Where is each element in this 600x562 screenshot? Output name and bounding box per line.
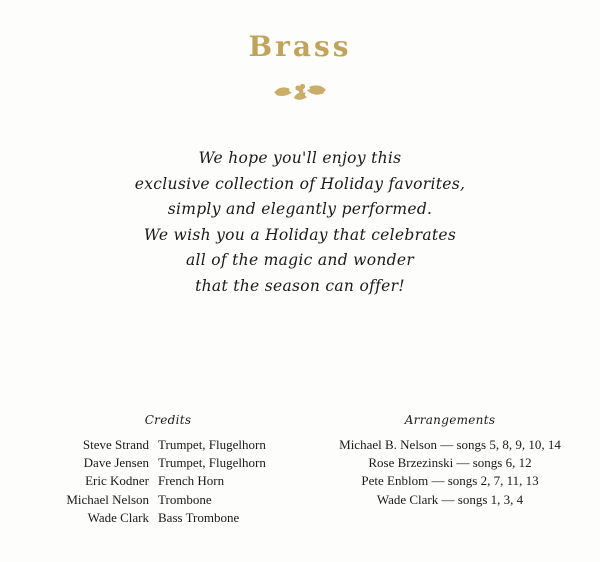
holiday-message (80, 146, 520, 299)
message-line: all of the magic and wonder (185, 251, 415, 269)
musician-instrument: Trumpet, Flugelhorn (158, 455, 266, 471)
arrangement-row: Pete Enblom — songs 2, 7, 11, 13 (361, 473, 539, 489)
credits-list (40, 436, 320, 527)
arrangement-row: Michael B. Nelson — songs 5, 8, 9, 10, 14 (339, 437, 561, 452)
musician-instrument: Trumpet, Flugelhorn (158, 437, 266, 452)
musician-name: Michael Nelson (66, 491, 149, 507)
musician-instrument: Bass Trombone (158, 509, 240, 525)
message-line: that the season can offer! (195, 276, 405, 295)
musician-name: Dave Jensen (83, 455, 149, 471)
credit-row (40, 436, 320, 454)
arrangements-heading: Arrangements (404, 413, 496, 427)
credits-heading: Credits (144, 413, 192, 427)
musician-instrument: Trombone (158, 491, 212, 507)
musician-instrument: French Horn (158, 473, 225, 489)
message-line: simply and elegantly performed. (167, 200, 433, 218)
page-title: Brass (248, 30, 352, 63)
message-line: exclusive collection of Holiday favorites, (134, 174, 466, 193)
musician-name: Steve Strand (82, 437, 149, 452)
credit-row (40, 509, 320, 527)
musician-name: Eric Kodner (85, 473, 149, 489)
musician-name: Wade Clark (87, 509, 149, 525)
message-line: We wish you a Holiday that celebrates (143, 225, 457, 244)
holly-leaf-icon (268, 78, 332, 104)
credit-row (40, 472, 320, 490)
message-line: We hope you'll enjoy this (198, 149, 402, 167)
arrangements-list (320, 436, 580, 509)
credit-row (40, 491, 320, 509)
arrangement-row: Wade Clark — songs 1, 3, 4 (376, 491, 524, 507)
arrangement-row: Rose Brzezinski — songs 6, 12 (368, 455, 532, 471)
credit-row (40, 454, 320, 472)
